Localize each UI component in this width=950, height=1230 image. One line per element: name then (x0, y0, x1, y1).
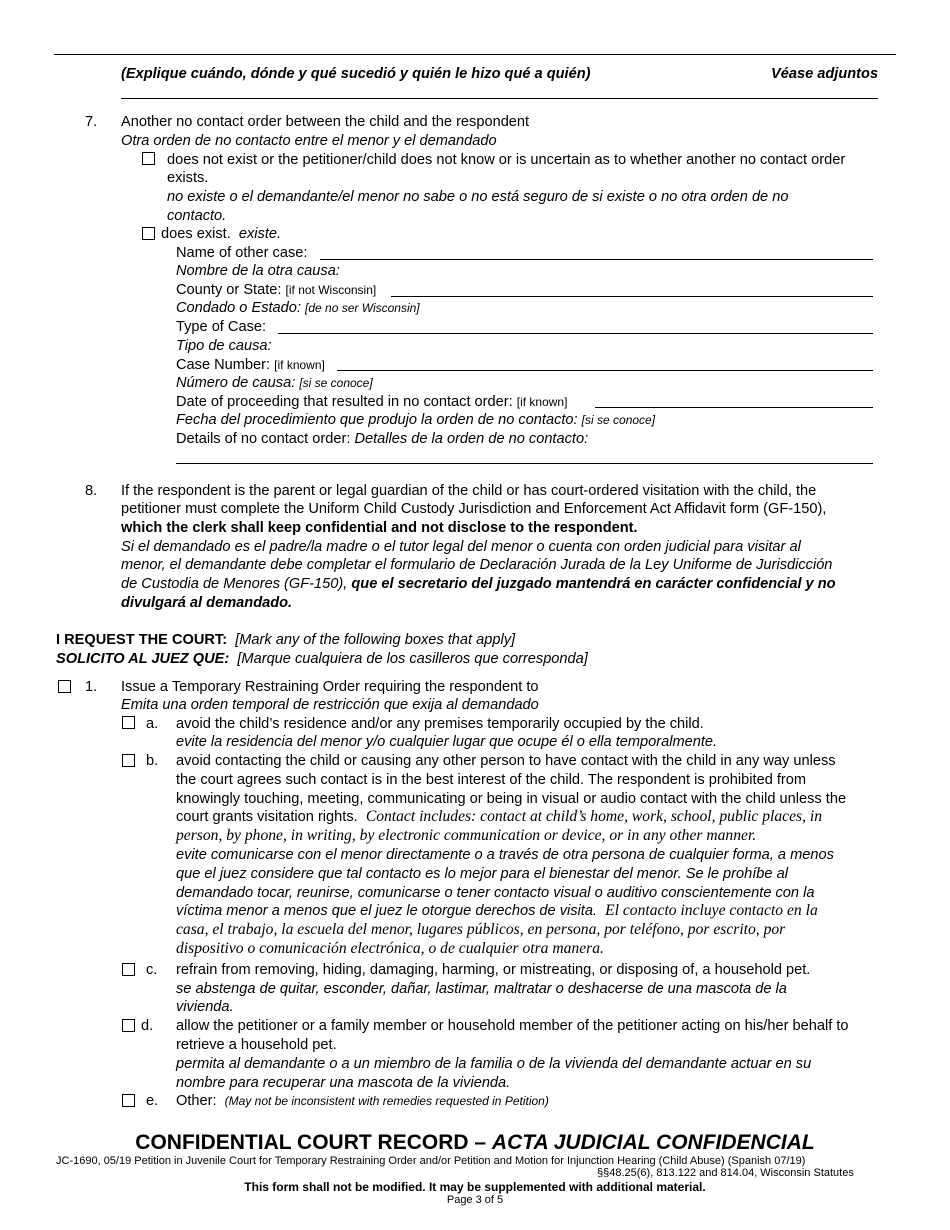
footer-title-en: CONFIDENTIAL COURT RECORD – (135, 1131, 487, 1154)
req1b-es4-serif: El contacto incluye contacto en la (605, 902, 818, 919)
opt-does-exist-es: existe. (238, 226, 282, 242)
type-of-case-label-es: Tipo de causa: (176, 338, 272, 354)
item8-es-line4: divulgará al demandado. (121, 595, 293, 611)
item8-es-line2: menor, el demandante debe completar el formulario de Declaración Jurada de la Ley Uniforme de Jurisdicción (121, 557, 833, 573)
name-of-case-label-es: Nombre de la otra causa: (176, 263, 340, 279)
case-number-label (176, 356, 325, 374)
proceeding-date-note: [if known] (516, 395, 568, 409)
req1-title: Issue a Temporary Restraining Order requiring the respondent to (121, 679, 539, 695)
case-number-note: [if known] (274, 358, 325, 372)
checkbox-1e[interactable] (122, 1094, 135, 1107)
statutes-line: §§48.25(6), 813.122 and 814.04, Wisconsin Statutes (597, 1167, 854, 1179)
details-field[interactable] (176, 463, 873, 464)
req1c-letter: c. (146, 962, 158, 978)
req1c-es1: se abstenga de quitar, esconder, dañar, lastimar, maltratar o deshacerse de una mascota de la (176, 981, 787, 997)
request-heading-es (56, 650, 588, 668)
req1b-es2: que el juez considere que tal contacto es lo mejor para el bienestar del menor. Se le prohíbe al (176, 866, 788, 882)
modification-notice: This form shall not be modified. It may be supplemented with additional material. (244, 1180, 706, 1194)
opt-does-exist-label: does exist. (161, 226, 231, 242)
req1-number: 1. (85, 679, 98, 695)
case-number-label-text: Case Number: (176, 357, 271, 373)
item8-es-line3 (121, 575, 836, 593)
req1-title-es: Emita una orden temporal de restricción que exija al demandado (121, 697, 539, 713)
checkbox-does-exist[interactable] (142, 227, 155, 240)
county-field[interactable] (391, 296, 873, 297)
item7-title-es: Otra orden de no contacto entre el menor y el demandado (121, 133, 497, 149)
item8-number: 8. (85, 483, 98, 499)
req1a-letter: a. (146, 716, 159, 732)
req1b-l4-text: court grants visitation rights. (176, 809, 358, 825)
opt-does-exist (161, 225, 281, 243)
proceeding-date-note-es: [si se conoce] (581, 413, 656, 427)
req1b-l3: knowingly touching, meeting, communicating or being in visual or audio contact with the child unless the (176, 791, 847, 807)
item7-title: Another no contact order between the child and the respondent (121, 114, 530, 130)
type-of-case-label: Type of Case: (176, 319, 267, 335)
footer-title-es: ACTA JUDICIAL CONFIDENCIAL (491, 1131, 815, 1154)
county-note: [if not Wisconsin] (285, 283, 377, 297)
case-number-label-es-text: Número de causa (176, 375, 292, 391)
req1b-letter: b. (146, 753, 159, 769)
checkbox-request-1[interactable] (58, 680, 71, 693)
req1b-es1: evite comunicarse con el menor directamente o a través de otra persona de cualquier forma, a menos (176, 847, 834, 863)
proceeding-date-label-text: Date of proceeding that resulted in no contact order: (176, 394, 513, 410)
req1b-es6: dispositivo o comunicación electrónica, o de cualquier otra manera. (176, 940, 604, 957)
req1a-text: avoid the child’s residence and/or any premises temporarily occupied by the child. (176, 716, 704, 732)
req1e-letter: e. (146, 1093, 159, 1109)
details-label (176, 430, 588, 448)
footer-title (0, 1131, 950, 1155)
checkbox-1c[interactable] (122, 963, 135, 976)
req1a-text-es: evite la residencia del menor y/o cualquier lugar que ocupe él o ella temporalmente. (176, 734, 718, 750)
item8-line1: If the respondent is the parent or legal guardian of the child or has court-ordered visitation with the child, the (121, 483, 817, 499)
item8-es-line1: Si el demandado es el padre/la madre o el tutor legal del menor o cuenta con orden judicial para visitar al (121, 539, 801, 555)
form-id-line: JC-1690, 05/19 Petition in Juvenile Court for Temporary Restraining Order and/or Petition and Motion for Injunction Hearing (Child Abuse) (Spanish 07/19) (56, 1155, 806, 1167)
opt-does-not-exist-es-cont: contacto. (167, 208, 227, 224)
checkbox-1a[interactable] (122, 716, 135, 729)
name-of-case-label: Name of other case: (176, 245, 308, 261)
req1b-l4 (176, 808, 822, 826)
req1d-es2: nombre para recuperar una mascota de la vivienda. (176, 1075, 511, 1091)
proceeding-date-field[interactable] (595, 407, 873, 408)
request-heading (56, 631, 515, 649)
item8-line2: petitioner must complete the Uniform Child Custody Jurisdiction and Enforcement Act Affidavit form (GF-150), (121, 501, 827, 517)
req1e-label: Other: (176, 1093, 217, 1109)
request-heading-es-text: SOLICITO AL JUEZ QUE: (56, 651, 230, 667)
opt-does-not-exist-cont: exists. (167, 170, 209, 186)
req1d-es1: permita al demandante o a un miembro de la familia o de la vivienda del demandante actuar en su (176, 1056, 812, 1072)
proceeding-date-label-es-text: Fecha del procedimiento que produjo la orden de no contacto: (176, 412, 578, 428)
case-number-note-es: [si se conoce] (299, 376, 373, 390)
item8-line3: which the clerk shall keep confidential and not disclose to the respondent. (121, 520, 638, 536)
item8-es-line3-bold: que el secretario del juzgado mantendrá en carácter confidencial y no (351, 576, 836, 592)
req1b-es3: demandado tocar, reunirse, comunicarse o tener contacto visual o auditivo conscientemente con la (176, 885, 815, 901)
req1e-other (176, 1092, 549, 1110)
req1b-l4-serif: Contact includes: contact at child’s home, work, school, public places, in (365, 808, 823, 825)
name-of-case-field[interactable] (320, 259, 873, 260)
county-note-es: [de no ser Wisconsin] (305, 301, 420, 315)
req1d-l2: retrieve a household pet. (176, 1037, 337, 1053)
req1d-l1: allow the petitioner or a family member or household member of the petitioner acting on his/her behalf to (176, 1018, 849, 1034)
request-heading-es-note: [Marque cualquiera de los casilleros que corresponda] (237, 651, 588, 667)
case-number-field[interactable] (337, 370, 873, 371)
county-label (176, 281, 376, 299)
req1b-es5: casa, el trabajo, la escuela del menor, lugares públicos, en persona, por teléfono, por escrito, por (176, 921, 786, 938)
checkbox-1b[interactable] (122, 754, 135, 767)
req1b-es4 (176, 902, 818, 920)
explain-line (121, 98, 878, 99)
proceeding-date-label-es (176, 411, 655, 429)
details-label-text: Details of no contact order: (176, 431, 351, 447)
opt-does-not-exist: does not exist or the petitioner/child does not know or is uncertain as to whether another no contact order (167, 152, 846, 168)
top-rule (54, 54, 896, 55)
req1b-l5: person, by phone, in writing, by electronic communication or device, or in any other manner. (176, 827, 757, 844)
explain-note: (Explique cuándo, dónde y qué sucedió y quién le hizo qué a quién) (121, 66, 591, 82)
req1b-es4-text: víctima menor a menos que el juez le otorgue derechos de visita. (176, 903, 598, 919)
county-label-es-text: Condado o Estado: (176, 300, 301, 316)
req1c-es2: vivienda. (176, 999, 234, 1015)
see-attached: Véase adjuntos (771, 66, 879, 82)
item7-number: 7. (85, 114, 98, 130)
details-label-es: Detalles de la orden de no contacto: (354, 431, 589, 447)
req1d-letter: d. (141, 1018, 154, 1034)
item8-es-line3-text: de Custodia de Menores (GF-150), (121, 576, 348, 592)
page-number: Page 3 of 5 (446, 1194, 504, 1206)
case-number-label-es: Número de causa: [si se conoce] (176, 375, 373, 391)
proceeding-date-label (176, 393, 567, 411)
req1b-l1: avoid contacting the child or causing any other person to have contact with the child in any way unless (176, 753, 836, 769)
checkbox-no-other-order[interactable] (142, 152, 155, 165)
request-heading-text: I REQUEST THE COURT: (56, 632, 228, 648)
county-label-text: County or State: (176, 282, 282, 298)
checkbox-1d[interactable] (122, 1019, 135, 1032)
request-heading-note: [Mark any of the following boxes that apply] (235, 632, 516, 648)
type-of-case-field[interactable] (278, 333, 873, 334)
req1e-note: (May not be inconsistent with remedies requested in Petition) (224, 1094, 549, 1108)
county-label-es (176, 299, 420, 317)
opt-does-not-exist-es: no existe o el demandante/el menor no sabe o no está seguro de si existe o no otra orden de no (167, 189, 789, 205)
req1b-l2: the court agrees such contact is in the best interest of the child. The respondent is prohibited from (176, 772, 807, 788)
req1c-text: refrain from removing, hiding, damaging, harming, or mistreating, or disposing of, a household pet. (176, 962, 811, 978)
